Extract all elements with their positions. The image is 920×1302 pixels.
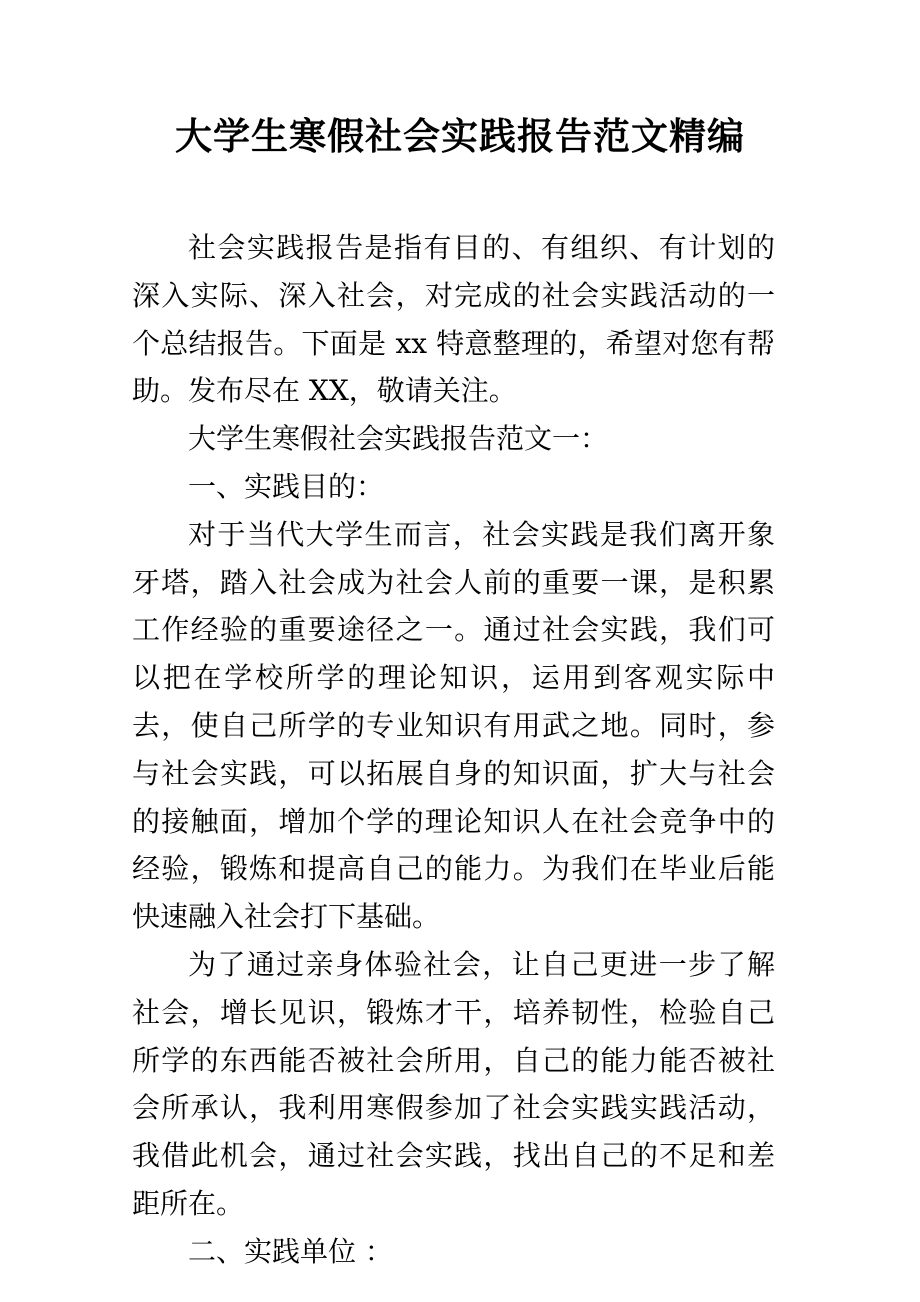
paragraph-sample-heading: 大学生寒假社会实践报告范文一：: [188, 422, 609, 456]
paragraph-practice-motivation: 为了通过亲身体验社会，让自己更进一步了解社会，增长见识，锻炼才干，培养韧性，检验自己所学的东西能否被社会所用，自己的能力能否被社会所承认，我利用寒假参加了社会实践实践活动，我借此机会，通过社会实践，找出自己的不足和差距所在。: [132, 947, 775, 1220]
document-body: [132, 224, 775, 1276]
paragraph-intro: 社会实践报告是指有目的、有组织、有计划的深入实际、深入社会，对完成的社会实践活动的一个总结报告。下面是 xx 特意整理的，希望对您有帮助。发布尽在 XX，敬请关注。: [132, 231, 775, 408]
paragraph-practice-purpose: 对于当代大学生而言，社会实践是我们离开象牙塔，踏入社会成为社会人前的重要一课，是积累工作经验的重要途径之一。通过社会实践，我们可以把在学校所学的理论知识，运用到客观实际中去，使自己所学的专业知识有用武之地。同时，参与社会实践，可以拓展自身的知识面，扩大与社会的接触面，增加个学的理论知识人在社会竞争中的经验，锻炼和提高自己的能力。为我们在毕业后能快速融入社会打下基础。: [132, 517, 775, 934]
paragraph-section-2-heading: 二、实践单位 ：: [188, 1234, 393, 1268]
document-title: 大学生寒假社会实践报告范文精编: [175, 115, 745, 158]
paragraph-section-1-heading: 一、实践目的：: [188, 469, 385, 503]
